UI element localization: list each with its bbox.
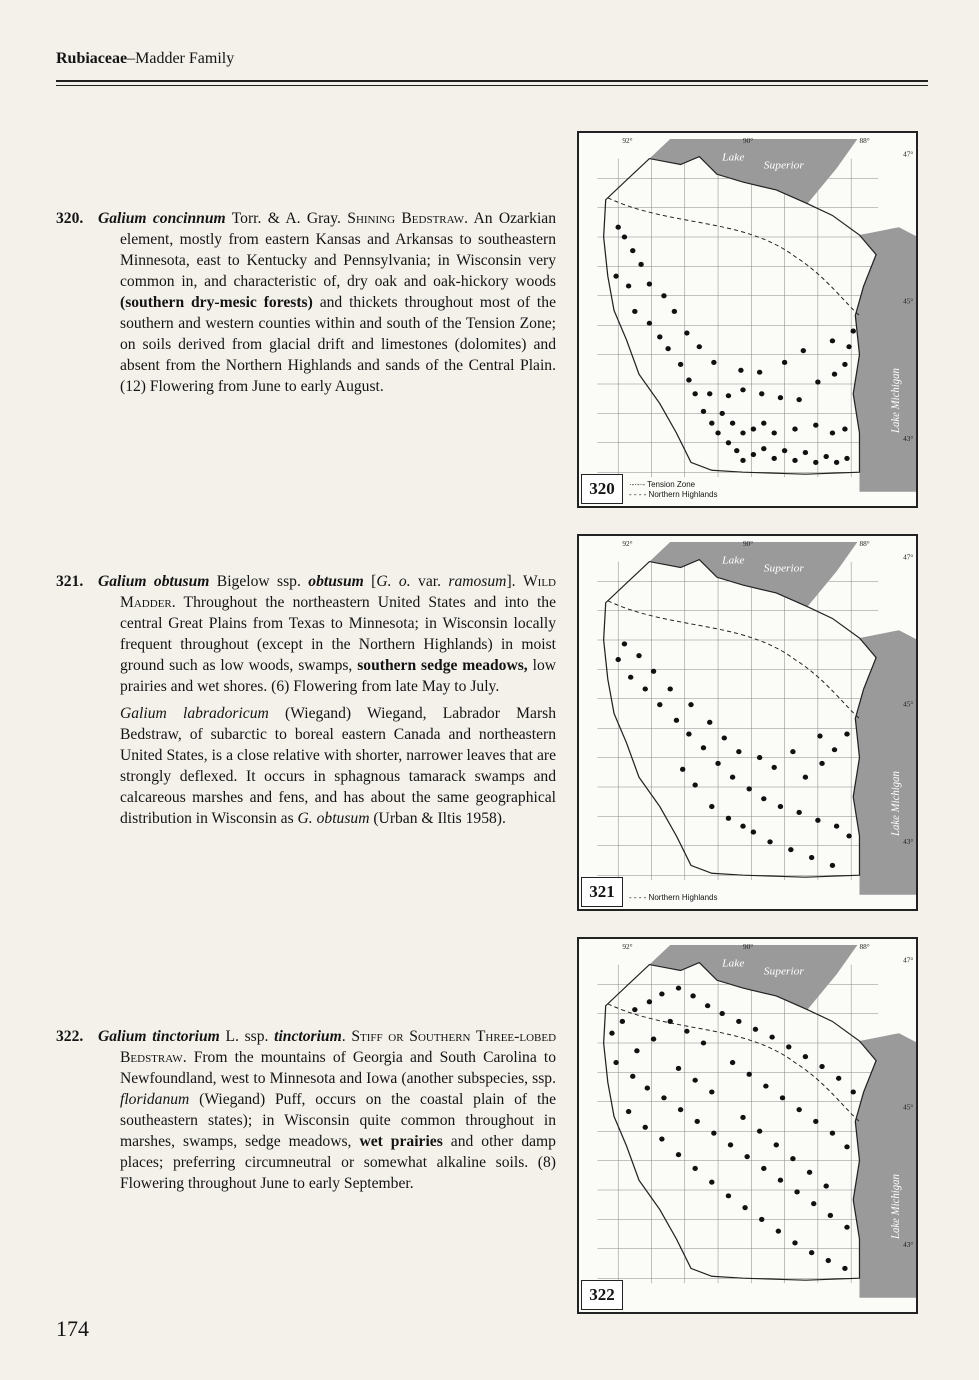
description-mid: (Wiegand) Puff, occurs on the coastal plain of the southeastern states); in Wisconsin quite common throughout in marshes, swamps, sedge meadows, [120,1091,556,1150]
occurrence-dot [851,329,856,334]
occurrence-dot [790,749,795,754]
occurrence-dot [747,786,752,791]
occurrence-dot [803,775,808,780]
occurrence-dot [846,833,851,838]
occurrence-dot [842,427,847,432]
occurrence-dot [844,1225,849,1230]
occurrence-dot [709,1089,714,1094]
syn-close: ]. [506,573,523,590]
occurrence-dot [815,379,820,384]
occurrence-dot [630,248,635,253]
occurrence-dot [830,1131,835,1136]
occurrence-dot [638,262,643,267]
lon-label: 92° [622,943,633,951]
occurrence-dot [701,1040,706,1045]
entry-320 [56,208,556,397]
occurrence-dot [661,293,666,298]
occurrence-dot [776,1229,781,1234]
synonym-var: ramosum [448,573,507,590]
map-number: 321 [581,877,623,907]
occurrence-dot [620,1019,625,1024]
map-number: 320 [581,474,623,504]
habitat-bold: wet prairies [359,1133,443,1150]
occurrence-dot [711,1131,716,1136]
occurrence-dot [692,1166,697,1171]
occurrence-dot [834,460,839,465]
occurrence-dot [771,456,776,461]
related-species-name: Galium labradoricum [120,705,269,722]
occurrence-dot [809,1250,814,1255]
occurrence-dot [626,283,631,288]
occurrence-dot [778,1178,783,1183]
occurrence-dot [823,1184,828,1189]
occurrence-dot [692,1078,697,1083]
lat-label: 43° [903,1241,914,1249]
occurrence-dot [674,718,679,723]
description-cont: low prairies and wet shores. (6) Flowering from late May to July. [120,657,556,695]
occurrence-dot [676,1066,681,1071]
occurrence-dot [657,702,662,707]
distribution-map-321 [577,534,918,911]
occurrence-dot [778,804,783,809]
lon-label: 88° [859,137,870,145]
occurrence-dot [832,372,837,377]
occurrence-dot [771,430,776,435]
occurrence-dot [757,370,762,375]
occurrence-dot [707,391,712,396]
lake-michigan-label: Lake Michigan [889,771,903,836]
running-header [56,50,234,68]
species-name: Galium tinctorium [98,1028,220,1045]
lon-label: 92° [622,540,633,548]
occurrence-dot [786,1044,791,1049]
occurrence-dot [622,641,627,646]
species-name: Galium obtusum [98,573,210,590]
occurrence-dot [730,775,735,780]
lat-label: 45° [903,1103,914,1112]
lake-michigan-label: Lake Michigan [889,368,903,433]
lat-label: 45° [903,297,914,306]
map-legend [629,480,717,500]
occurrence-dot [813,423,818,428]
occurrence-dot [817,733,822,738]
occurrence-dot [711,360,716,365]
legend-northern-highlands: - - - - Northern Highlands [629,893,718,902]
occurrence-dot [790,1156,795,1161]
lake-label: Lake [722,554,745,567]
occurrence-dot [759,391,764,396]
occurrence-dot [811,1201,816,1206]
lat-label: 43° [903,435,914,443]
occurrence-dot [769,1035,774,1040]
occurrence-dot [657,334,662,339]
occurrence-dot [676,1152,681,1157]
subspecies: tinctorium [274,1028,342,1045]
occurrence-dot [686,732,691,737]
occurrence-dot [759,1217,764,1222]
occurrence-dot [701,745,706,750]
distribution-map-322 [577,937,918,1314]
occurrence-dot [747,1072,752,1077]
lat-label: 45° [903,700,914,709]
occurrence-dot [794,1189,799,1194]
occurrence-dot [692,782,697,787]
occurrence-dot [782,360,787,365]
occurrence-dot [709,804,714,809]
occurrence-dot [801,348,806,353]
entry-320-text [56,208,556,397]
map-graphic [597,137,918,492]
header-rule [56,80,928,82]
occurrence-dot [742,1205,747,1210]
occurrence-dot [630,1074,635,1079]
occurrence-dot [751,452,756,457]
occurrence-dot [826,1258,831,1263]
header-rule-thin [56,85,928,86]
legend-tension-zone: ·-·-·- Tension Zone [629,480,696,489]
occurrence-dot [757,1129,762,1134]
occurrence-dot [751,427,756,432]
occurrence-dot [615,657,620,662]
occurrence-dot [751,830,756,835]
related-species-end: (Urban & Iltis 1958). [369,810,506,827]
related-species-ref: G. obtusum [297,810,370,827]
related-species-text: (Wiegand) Wiegand, Labrador Marsh Bedstraw, of subarctic to boreal eastern Canada and northeastern United States, is a close relative with shorter, narrower leaves that are strongly deflexed. It occurs in sphagnous tamarack swamps and calcareous marshes and fens, and has about the same geographical distribution in Wisconsin as [120,705,556,827]
lon-label: 88° [859,540,870,548]
occurrence-dot [734,448,739,453]
syn-mid: var. [410,573,449,590]
occurrence-dot [740,387,745,392]
header-family-bold: Rubiaceae [56,50,128,67]
occurrence-dot [844,456,849,461]
occurrence-dot [726,1193,731,1198]
description: . An Ozarkian element, mostly from eastern Kansas and Arkansas to southeastern Minnesota, east to Kentucky and Pennsylvania; in Wisconsin very common in, and characteristic of, dry oak and oak-hickory woods [120,210,557,290]
entry-321-text [56,571,556,697]
occurrence-dot [667,1019,672,1024]
lake-superior-label: Superior [763,965,804,978]
occurrence-dot [651,1037,656,1042]
occurrence-dot [851,1089,856,1094]
occurrence-dot [830,863,835,868]
lon-label: 90° [743,137,754,145]
entry-322-text [56,1026,556,1194]
occurrence-dot [736,749,741,754]
occurrence-dot [844,732,849,737]
wisconsin-map [579,536,918,911]
syn-open: [ [363,573,377,590]
common-name: Stiff or Southern Three-lobed Bedstraw [120,1028,557,1066]
occurrence-dot [803,450,808,455]
occurrence-dot [740,458,745,463]
occurrence-dot [661,1095,666,1100]
occurrence-dot [761,421,766,426]
occurrence-dot [684,1029,689,1034]
occurrence-dot [719,1011,724,1016]
occurrence-dot [767,839,772,844]
occurrence-dot [632,1007,637,1012]
occurrence-dot [788,847,793,852]
related-species-note [56,703,556,829]
occurrence-dot [726,816,731,821]
occurrence-dot [792,1240,797,1245]
occurrence-dot [774,1142,779,1147]
map-legend [629,893,717,903]
occurrence-dot [815,818,820,823]
entry-322 [56,1026,556,1194]
author: Bigelow ssp. [209,573,309,590]
lon-label: 90° [743,943,754,951]
occurrence-dot [643,686,648,691]
description: . Throughout the northeastern United States and into the central Great Plains from Texas to Minnesota; in Wisconsin locally frequent throughout (except in the Northern Highlands) in moist ground such as low woods, swamps, [120,594,556,674]
entry-number: 322. [56,1028,84,1045]
lat-label: 47° [903,956,914,965]
occurrence-dot [647,321,652,326]
occurrence-dot [771,765,776,770]
occurrence-dot [740,1115,745,1120]
description: . From the mountains of Georgia and South Carolina to Newfoundland, west to Minnesota and Iowa (another subspecies, ssp. [120,1049,556,1087]
occurrence-dot [613,274,618,279]
occurrence-dot [740,824,745,829]
common-name: Shining Bedstraw [347,210,465,227]
occurrence-dot [796,397,801,402]
occurrence-dot [846,344,851,349]
occurrence-dot [782,448,787,453]
occurrence-dot [778,395,783,400]
occurrence-dot [836,1076,841,1081]
occurrence-dot [647,999,652,1004]
occurrence-dot [688,702,693,707]
occurrence-dot [834,824,839,829]
occurrence-dot [832,747,837,752]
occurrence-dot [659,1136,664,1141]
page-number: 174 [56,1316,89,1341]
occurrence-dot [626,1109,631,1114]
occurrence-dot [844,1144,849,1149]
wisconsin-map [579,939,918,1314]
subspecies: obtusum [308,573,364,590]
occurrence-dot [707,720,712,725]
occurrence-dot [753,1027,758,1032]
map-number: 322 [581,1280,623,1310]
entry-number: 321. [56,573,84,590]
occurrence-dot [730,421,735,426]
occurrence-dot [690,993,695,998]
occurrence-dot [705,1003,710,1008]
occurrence-dot [842,1266,847,1271]
occurrence-dot [819,761,824,766]
common-name: Wild Madder [120,573,556,611]
habitat-bold: (southern dry-mesic forests) [120,294,313,311]
occurrence-dot [819,1064,824,1069]
subspecies-other: floridanum [120,1091,190,1108]
occurrence-dot [830,430,835,435]
map-graphic [597,540,918,895]
description-cont: and other damp places; preferring circumneutral or somewhat alkaline soils. (8) Flowering throughout June to early September. [120,1133,556,1192]
entry-number: 320. [56,210,84,227]
occurrence-dot [643,1125,648,1130]
occurrence-dot [803,1054,808,1059]
lake-label: Lake [722,151,745,164]
legend-northern-highlands: - - - - Northern Highlands [629,490,718,499]
wisconsin-map [579,133,918,508]
occurrence-dot [761,796,766,801]
lon-label: 90° [743,540,754,548]
occurrence-dot [609,1031,614,1036]
occurrence-dot [636,653,641,658]
map-graphic [597,943,918,1298]
lake-michigan-label: Lake Michigan [889,1174,903,1239]
occurrence-dot [709,421,714,426]
occurrence-dot [780,1095,785,1100]
occurrence-dot [686,378,691,383]
occurrence-dot [697,344,702,349]
habitat-bold: southern sedge meadows, [357,657,528,674]
occurrence-dot [757,755,762,760]
occurrence-dot [701,409,706,414]
synonym: G. o. [376,573,411,590]
occurrence-dot [692,391,697,396]
occurrence-dot [740,430,745,435]
occurrence-dot [672,309,677,314]
occurrence-dot [678,1107,683,1112]
occurrence-dot [726,440,731,445]
occurrence-dot [613,1060,618,1065]
occurrence-dot [684,330,689,335]
occurrence-dot [728,1142,733,1147]
occurrence-dot [830,338,835,343]
occurrence-dot [676,986,681,991]
occurrence-dot [715,761,720,766]
lat-label: 43° [903,838,914,846]
occurrence-dot [651,669,656,674]
occurrence-dot [736,1019,741,1024]
occurrence-dot [695,1119,700,1124]
occurrence-dot [632,309,637,314]
lake-superior-label: Superior [763,562,804,575]
occurrence-dot [796,810,801,815]
occurrence-dot [628,675,633,680]
author: L. ssp. [219,1028,275,1045]
occurrence-dot [792,458,797,463]
occurrence-dot [719,411,724,416]
occurrence-dot [680,767,685,772]
occurrence-dot [726,393,731,398]
occurrence-dot [796,1107,801,1112]
entry-321 [56,571,556,829]
lake-superior-label: Superior [763,159,804,172]
occurrence-dot [792,427,797,432]
occurrence-dot [763,1084,768,1089]
occurrence-dot [647,281,652,286]
occurrence-dot [813,1119,818,1124]
author-end: . [341,1028,352,1045]
occurrence-dot [823,454,828,459]
distribution-map-320 [577,131,918,508]
occurrence-dot [809,855,814,860]
lake-label: Lake [722,957,745,970]
occurrence-dot [842,362,847,367]
description-cont: and thickets throughout most of the southern and western counties within and south of the Tension Zone; on soils derived from glacial drift and limestones (dolomites) and absent from the Northern Highlands and sands of the Central Plain. (12) Flowering from June to early August. [120,294,556,395]
occurrence-dot [813,460,818,465]
occurrence-dot [761,446,766,451]
occurrence-dot [722,735,727,740]
species-name: Galium concinnum [98,210,226,227]
occurrence-dot [807,1170,812,1175]
lon-label: 88° [859,943,870,951]
occurrence-dot [645,1086,650,1091]
author: Torr. & A. Gray. [225,210,348,227]
lat-label: 47° [903,553,914,562]
occurrence-dot [828,1213,833,1218]
occurrence-dot [738,368,743,373]
occurrence-dot [634,1048,639,1053]
occurrence-dot [615,225,620,230]
occurrence-dot [667,686,672,691]
occurrence-dot [730,1060,735,1065]
occurrence-dot [715,430,720,435]
occurrence-dot [709,1180,714,1185]
occurrence-dot [665,346,670,351]
occurrence-dot [678,362,683,367]
occurrence-dot [744,1154,749,1159]
lon-label: 92° [622,137,633,145]
header-family-rest: –Madder Family [127,50,235,67]
occurrence-dot [761,1166,766,1171]
occurrence-dot [659,991,664,996]
occurrence-dot [622,234,627,239]
lat-label: 47° [903,150,914,159]
